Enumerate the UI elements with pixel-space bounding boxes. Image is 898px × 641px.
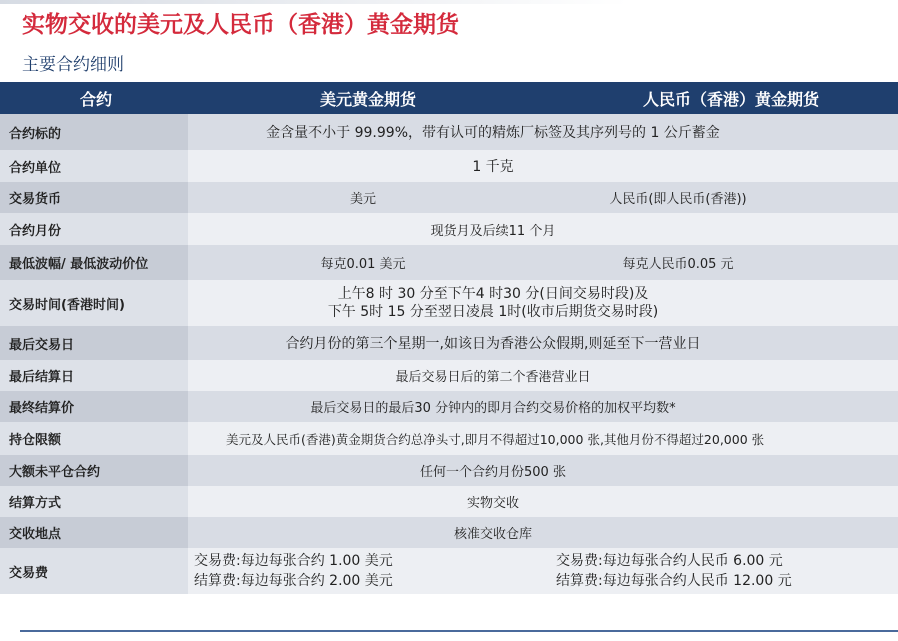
top-rule (0, 0, 898, 4)
table-row (0, 213, 898, 245)
table-row (0, 326, 898, 360)
row-value-currency-cnh: 人民币(即人民币(香港)) (538, 182, 898, 213)
row-value-delivery-location: 核准交收仓库 (188, 517, 898, 548)
table-row (0, 114, 898, 150)
row-label-large-open-positions: 大额未平仓合约 (0, 455, 188, 486)
row-value-position-limits: 美元及人民币(香港)黄金期货合约总净头寸,即月不得超过10,000 张,其他月份不得超过20,000 张 (188, 422, 898, 455)
trading-hours-day-session: 上午8 时 30 分至下午4 时30 分(日间交易时段)及 (337, 286, 649, 302)
table-row (0, 280, 898, 326)
row-value-min-fluctuation-usd: 每克0.01 美元 (188, 245, 538, 280)
bottom-rule (20, 630, 898, 632)
table-header-row (0, 82, 898, 114)
table-row (0, 360, 898, 391)
row-value-large-open-positions: 任何一个合约月份500 张 (188, 455, 898, 486)
contract-spec-table (0, 82, 898, 594)
table-row (0, 422, 898, 455)
table-row (0, 455, 898, 486)
row-label-settlement-method: 结算方式 (0, 486, 188, 517)
row-label-last-trading-day: 最后交易日 (0, 326, 188, 360)
row-label-min-fluctuation: 最低波幅/ 最低波动价位 (0, 245, 188, 280)
row-value-fees-cnh (538, 548, 898, 594)
row-label-underlying: 合约标的 (0, 114, 188, 150)
row-value-last-trading-day: 合约月份的第三个星期一,如该日为香港公众假期,则延至下一营业日 (188, 326, 898, 360)
row-value-final-settlement-price: 最后交易日的最后30 分钟内的即月合约交易价格的加权平均数* (188, 391, 898, 422)
row-label-currency: 交易货币 (0, 182, 188, 213)
page-subtitle: 主要合约细则 (22, 55, 124, 75)
row-label-trading-hours: 交易时间(香港时间) (0, 280, 188, 326)
row-value-underlying: 金含量不小于 99.99%，带有认可的精炼厂标签及其序列号的 1 公斤蓄金 (188, 114, 898, 150)
row-label-contract-months: 合约月份 (0, 213, 188, 245)
table-row (0, 548, 898, 594)
row-label-final-settlement-price: 最终结算价 (0, 391, 188, 422)
table-row (0, 245, 898, 280)
table-row (0, 391, 898, 422)
row-label-fees: 交易费 (0, 548, 188, 594)
row-label-delivery-location: 交收地点 (0, 517, 188, 548)
row-label-position-limits: 持仓限额 (0, 422, 188, 455)
cnh-settlement-fee: 结算费:每边每张合约人民币 12.00 元 (556, 573, 792, 589)
page-title: 实物交收的美元及人民币（香港）黄金期货 (22, 11, 459, 38)
header-usd-gold-futures: 美元黄金期货 (188, 82, 538, 114)
row-value-settlement-method: 实物交收 (188, 486, 898, 517)
usd-settlement-fee: 结算费:每边每张合约 2.00 美元 (194, 573, 393, 589)
table-row (0, 150, 898, 182)
table-row (0, 486, 898, 517)
row-label-final-settlement-day: 最后结算日 (0, 360, 188, 391)
row-value-currency-usd: 美元 (188, 182, 538, 213)
usd-trading-fee: 交易费:每边每张合约 1.00 美元 (194, 553, 393, 569)
table-row (0, 517, 898, 548)
row-value-fees-usd (188, 548, 538, 594)
row-value-trading-hours (188, 280, 898, 326)
row-value-contract-unit: 1 千克 (188, 150, 898, 182)
header-contract: 合约 (0, 82, 188, 114)
trading-hours-night-session: 下午 5时 15 分至翌日凌晨 1时(收市后期货交易时段) (327, 304, 659, 320)
row-label-contract-unit: 合约单位 (0, 150, 188, 182)
table-row (0, 182, 898, 213)
header-cnh-gold-futures: 人民币（香港）黄金期货 (538, 82, 898, 114)
row-value-final-settlement-day: 最后交易日后的第二个香港营业日 (188, 360, 898, 391)
cnh-trading-fee: 交易费:每边每张合约人民币 6.00 元 (556, 553, 783, 569)
row-value-contract-months: 现货月及后续11 个月 (188, 213, 898, 245)
row-value-min-fluctuation-cnh: 每克人民币0.05 元 (538, 245, 898, 280)
